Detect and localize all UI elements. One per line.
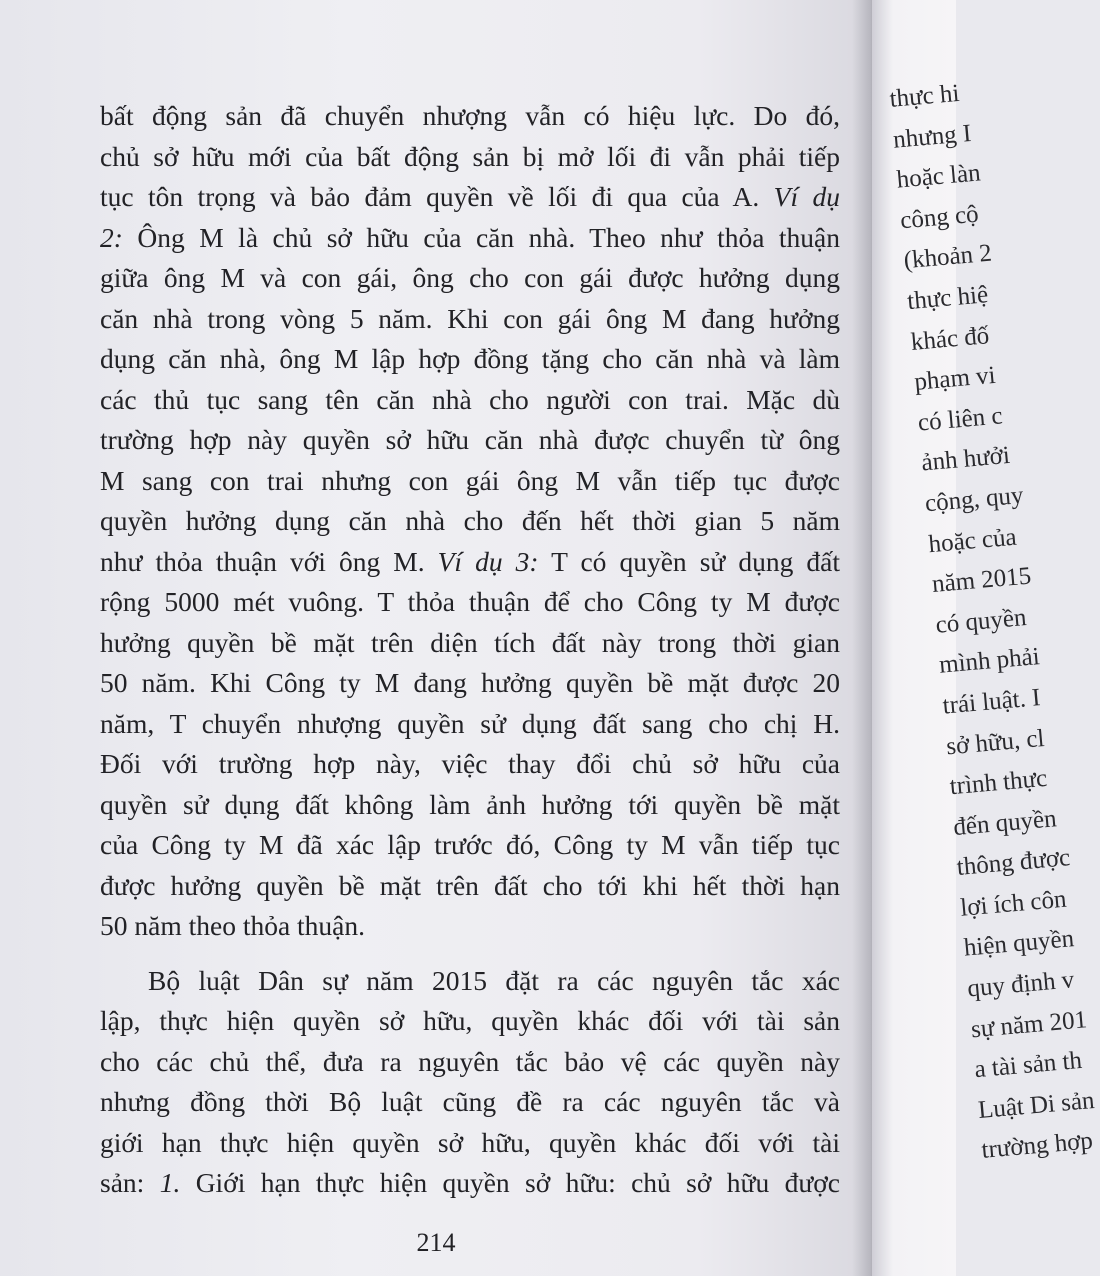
right-line: khác đố <box>909 321 991 356</box>
right-line: công cộ <box>899 200 980 235</box>
text-line: nhưng đồng thời Bộ luật cũng đề ra các nguyên tắc và <box>100 1086 840 1117</box>
text-line: 50 năm theo thỏa thuận. <box>100 910 366 941</box>
italic-marker: 2: <box>100 221 123 253</box>
right-line: cộng, quy <box>923 481 1025 518</box>
text-line: rộng 5000 mét vuông. T thỏa thuận để cho Công ty M được <box>100 586 840 617</box>
right-line: có liên c <box>916 402 1004 437</box>
right-line: trái luật. I <box>941 684 1042 720</box>
right-line: a tài sản th <box>973 1047 1083 1084</box>
main-text-block <box>100 96 840 1204</box>
text-line: Bộ luật Dân sự năm 2015 đặt ra các nguyên tắc xác <box>148 964 840 996</box>
text-line: quyền hưởng dụng căn nhà cho đến hết thời gian 5 năm <box>100 505 840 536</box>
text-line: cho các chủ thể, đưa ra nguyên tắc bảo vệ các quyền này <box>100 1045 840 1077</box>
italic-marker: Ví dụ <box>773 181 840 212</box>
italic-marker: Ví dụ 3: <box>437 545 539 577</box>
text-line: 2: Ông M là chủ sở hữu của căn nhà. Theo như thỏa thuận <box>100 221 840 253</box>
right-line: phạm vi <box>913 361 997 396</box>
text-line: năm, T chuyển nhượng quyền sử dụng đất sang cho chị H. <box>100 707 840 739</box>
right-line: trình thực <box>948 764 1049 801</box>
right-line: năm 2015 <box>930 562 1033 599</box>
text-line: quyền sử dụng đất không làm ảnh hưởng tới quyền bề mặt <box>100 788 840 820</box>
text-line: dụng căn nhà, ông M lập hợp đồng tặng cho căn nhà và làm <box>100 343 840 374</box>
right-line: sở hữu, cl <box>945 724 1046 760</box>
text-line: bất động sản đã chuyển nhượng vẫn có hiệu lực. Do đó, <box>100 100 840 131</box>
text-line: sản: 1. Giới hạn thực hiện quyền sở hữu: chủ sở hữu được <box>100 1167 840 1198</box>
text-line: giới hạn thực hiện quyền sở hữu, quyền khác đối với tài <box>100 1126 840 1158</box>
right-line: (khoản 2 <box>902 240 993 275</box>
italic-marker: 1. <box>159 1167 181 1198</box>
right-line: trường hợp <box>980 1127 1094 1165</box>
text-line: tục tôn trọng và bảo đảm quyền về lối đi qua của A. Ví dụ <box>100 181 840 212</box>
text-line: 50 năm. Khi Công ty M đang hưởng quyền bề mặt được 20 <box>100 667 840 698</box>
right-line: quy định v <box>966 966 1076 1003</box>
right-line: đến quyền <box>952 804 1058 841</box>
right-line: thực hi <box>888 79 961 113</box>
right-line: hoặc làn <box>895 159 982 194</box>
text-line: Đối với trường hợp này, việc thay đổi chủ sở hữu của <box>100 748 840 779</box>
text-line: chủ sở hữu mới của bất động sản bị mở lối đi vẫn phải tiếp <box>100 140 840 172</box>
right-line: mình phải <box>938 643 1041 680</box>
right-line: hiện quyền <box>962 925 1076 963</box>
right-line: có quyền <box>934 603 1028 639</box>
text-line: lập, thực hiện quyền sở hữu, quyền khác đối với tài sản <box>100 1005 840 1036</box>
right-line: thông được <box>955 844 1072 882</box>
text-line: M sang con trai nhưng con gái ông M vẫn tiếp tục được <box>100 464 840 496</box>
text-line: căn nhà trong vòng 5 năm. Khi con gái ông M đang hưởng <box>100 302 840 334</box>
text-line: giữa ông M và con gái, ông cho con gái được hưởng dụng <box>100 262 840 293</box>
text-line: các thủ tục sang tên căn nhà cho người con trai. Mặc dù <box>100 383 840 415</box>
text-line: được hưởng quyền bề mặt trên đất cho tới khi hết thời hạn <box>100 869 840 901</box>
text-line: như thỏa thuận với ông M. Ví dụ 3: T có quyền sử dụng đất <box>100 545 840 577</box>
right-line: nhưng I <box>892 119 973 154</box>
text-line: hưởng quyền bề mặt trên diện tích đất này trong thời gian <box>100 626 840 658</box>
right-line: hoặc của <box>927 523 1018 558</box>
text-line: trường hợp này quyền sở hữu căn nhà được chuyển từ ông <box>100 424 840 455</box>
text-line: của Công ty M đã xác lập trước đó, Công ty M vẫn tiếp tục <box>100 829 840 860</box>
page-number: 214 <box>416 1228 456 1257</box>
right-line: Luật Di sản <box>976 1086 1096 1124</box>
right-line: lợi ích côn <box>959 885 1068 922</box>
right-line: thực hiệ <box>906 281 990 316</box>
right-line: sự năm 201 <box>969 1005 1089 1043</box>
right-line: ảnh hưởi <box>920 442 1011 477</box>
